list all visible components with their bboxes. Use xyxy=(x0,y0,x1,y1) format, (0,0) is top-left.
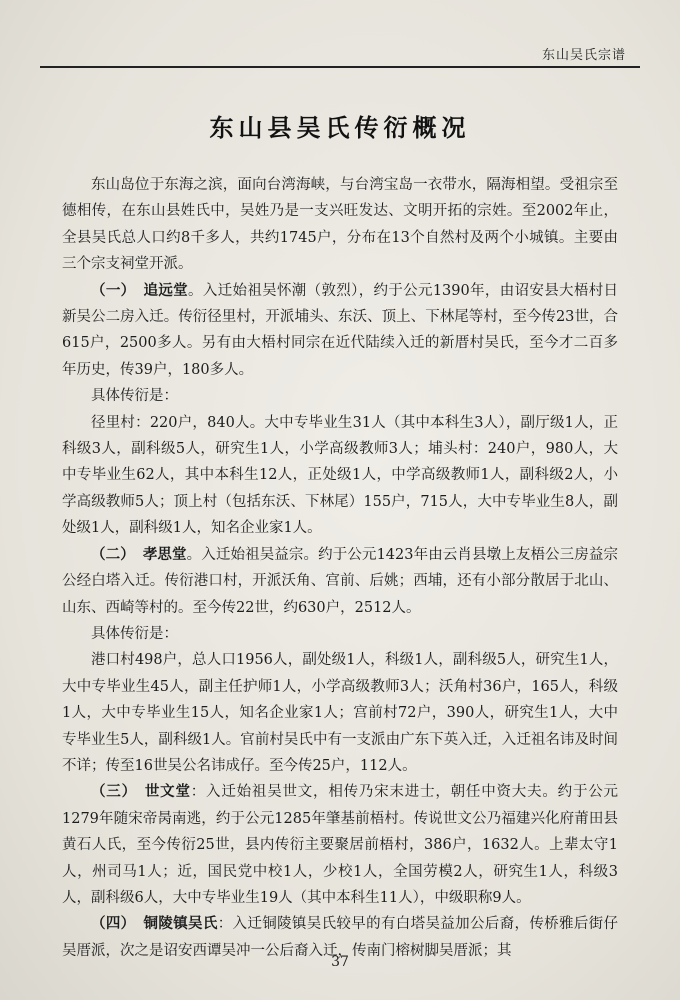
section-hall-name: 孝思堂 xyxy=(142,546,187,563)
detail-paragraph: 径里村：220户，840人。大中专毕业生31人（其中本科生3人），副厅级1人，正科级3人，副科级5人，研究生1人，小学高级教师3人；埔头村：240户，980人，大中专毕业生62人，其中本科生12人，正处级1人，中学高级教师1人，副科级2人，小学高级教师5人；顶上村（包括东沃、下林尾）155户，715人，大中专毕业生8人，副处级1人，副科级1人，知名企业家1人。 xyxy=(62,414,618,537)
section-text: 。入迁始祖吴益宗。约于公元1423年由云肖县墩上友梧公三房益宗公经白塔入迁。传衍港口村，开派沃角、宫前、后姚；西埔，还有小部分散居于北山、山东、西崎等村的。至今传22世，约630户，2512人。 xyxy=(62,546,618,616)
running-header: 东山吴氏宗谱 xyxy=(541,48,626,63)
section-paragraph xyxy=(62,542,618,621)
section-paragraph xyxy=(62,278,618,384)
section-text: ：入迁始祖吴世文，相传乃宋末进士，朝任中资大夫。约于公元1279年随宋帝昺南逃，约于公元1285年肇基前梧村。传说世文公乃福建兴化府莆田县黄石人氏，至今传衍25世，县内传衍主要聚居前梧村，386户，1632人。上辈太守1人，州司马1人；近，国民党中校1人，少校1人，全国劳模2人，研究生1人，科级3人，副科级6人，大中专毕业生19人（其中本科生11人），中级职称9人。 xyxy=(62,784,619,906)
section-paragraph xyxy=(62,779,618,911)
page-number: 37 xyxy=(331,954,349,970)
detail-label: 具体传衍是： xyxy=(91,388,178,405)
page-title: 东山县吴氏传衍概况 xyxy=(209,114,471,142)
section-text: ：入迁铜陵镇吴氏较早的有白塔吴益加公后裔，传桥雅后街仔吴厝派，次之是诏安西谭吴冲一公后裔入迁，传南门榕树脚吴厝派；其 xyxy=(62,916,619,959)
section-hall-name: 铜陵镇吴氏 xyxy=(143,916,218,933)
detail-paragraph: 港口村498户，总人口1956人，副处级1人，科级1人，副科级5人，研究生1人，大中专毕业生45人，副主任护师1人，小学高级教师3人；沃角村36户，165人，科级1人，大中专毕业生15人，知名企业家1人；宫前村72户，390人，研究生1人，大中专毕业生5人，副科级1人。官前村吴氏中有一支派由广东下英入迁，入迁祖名讳及时间不详；传至16世吴公名讳成仔。至今传25户，112人。 xyxy=(62,652,618,774)
section-hall-name: 世文堂 xyxy=(144,784,191,801)
section-number: （三） xyxy=(91,784,137,801)
section-number: （四） xyxy=(91,916,136,933)
article-body xyxy=(62,172,618,964)
section-text: 。入迁始祖吴怀潮（敦烈），约于公元1390年，由诏安县大梧村日新吴公二房入迁。传衍径里村，开派埔头、东沃、顶上、下林尾等村，至今传23世，合615户，2500多人。另有由大梧村同宗在近代陆续入迁的新厝村吴氏，至今才二百多年历史，传39户，180多人。 xyxy=(62,282,619,378)
section-hall-name: 追远堂 xyxy=(143,282,188,299)
section-number: （二） xyxy=(91,546,135,563)
header-divider xyxy=(40,66,640,68)
intro-paragraph: 东山岛位于东海之滨，面向台湾海峡，与台湾宝岛一衣带水，隔海相望。受祖宗至德相传，在东山县姓氏中，吴姓乃是一支兴旺发达、文明开拓的宗姓。至2002年止，全县吴氏总人口约8千多人，共约1745户，分布在13个自然村及两个小城镇。主要由三个宗支祠堂开派。 xyxy=(62,177,618,273)
detail-label: 具体传衍是： xyxy=(91,625,178,642)
section-number: （一） xyxy=(91,282,136,299)
